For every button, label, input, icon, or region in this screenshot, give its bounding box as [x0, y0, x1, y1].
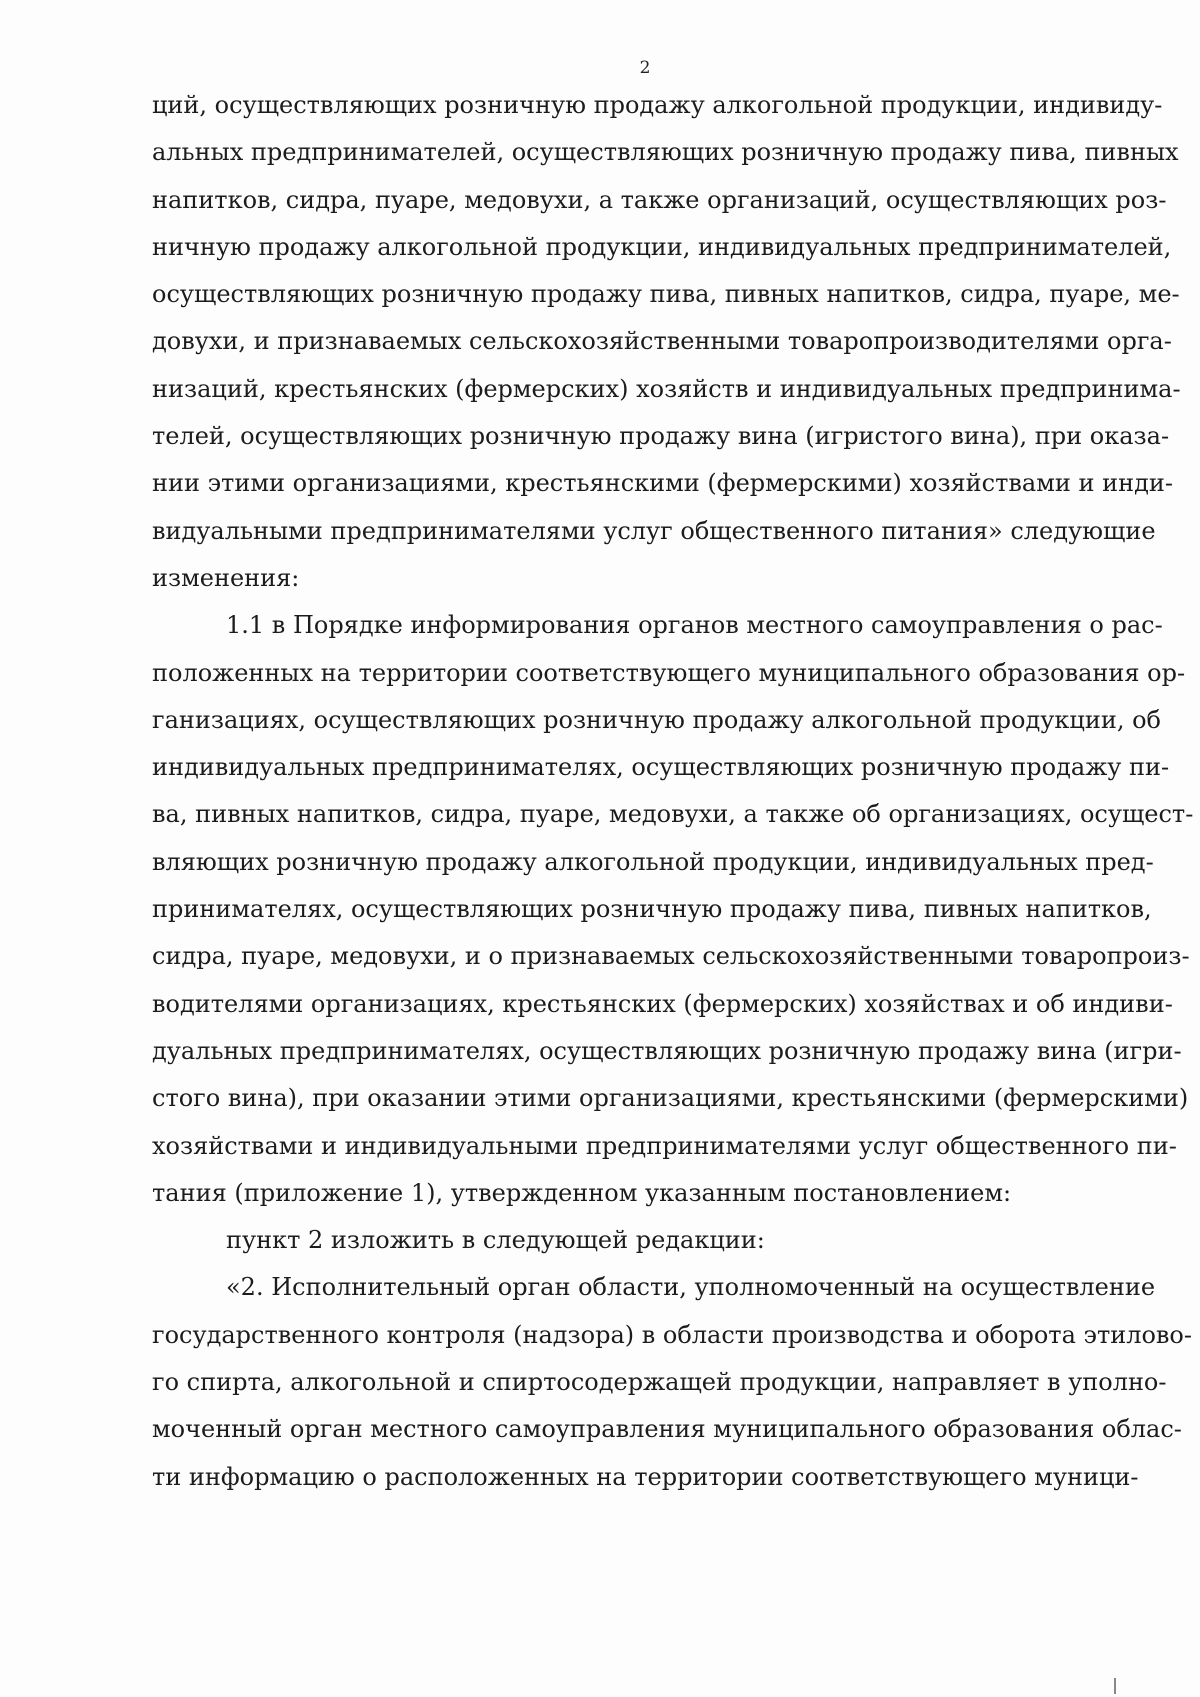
text-line: низаций, крестьянских (фермерских) хозяйств и индивидуальных предпринима-	[152, 374, 1181, 403]
text-line: ти информацию о расположенных на территории соответствующего муници-	[152, 1462, 1139, 1491]
text-line: стого вина), при оказании этими организациями, крестьянскими (фермерскими)	[152, 1084, 1189, 1113]
text-line: пункт 2 изложить в следующей редакции:	[226, 1226, 765, 1255]
document-body	[152, 82, 1194, 1501]
text-line: напитков, сидра, пуаре, медовухи, а также организаций, осуществляющих роз-	[152, 185, 1167, 214]
text-line: государственного контроля (надзора) в области производства и оборота этилово-	[152, 1320, 1192, 1349]
text-line: ганизациях, осуществляющих розничную продажу алкогольной продукции, об	[152, 705, 1161, 734]
scan-edge-mark	[1114, 1678, 1116, 1694]
text-line: моченный орган местного самоуправления муниципального образования облас-	[152, 1415, 1182, 1444]
text-line: альных предпринимателей, осуществляющих розничную продажу пива, пивных	[152, 138, 1179, 167]
text-line: «2. Исполнительный орган области, уполномоченный на осуществление	[226, 1273, 1156, 1302]
text-line: довухи, и признаваемых сельскохозяйственными товаропроизводителями орга-	[152, 327, 1172, 356]
text-line: осуществляющих розничную продажу пива, пивных напитков, сидра, пуаре, ме-	[152, 280, 1180, 309]
paragraph-point-2	[152, 1217, 1137, 1264]
text-line: дуальных предпринимателях, осуществляющих розничную продажу вина (игри-	[152, 1036, 1182, 1065]
text-line: сидра, пуаре, медовухи, и о признаваемых сельскохозяйственными товаропроиз-	[152, 942, 1190, 971]
text-line: тания (приложение 1), утвержденном указанным постановлением:	[152, 1178, 1012, 1207]
text-line: нии этими организациями, крестьянскими (фермерскими) хозяйствами и инди-	[152, 469, 1174, 498]
text-line: водителями организациях, крестьянских (фермерских) хозяйствах и об индиви-	[152, 989, 1173, 1018]
text-line: ва, пивных напитков, сидра, пуаре, медовухи, а также об организациях, осущест-	[152, 800, 1194, 829]
page-number: 2	[639, 58, 651, 78]
text-line: ничную продажу алкогольной продукции, индивидуальных предпринимателей,	[152, 232, 1172, 261]
text-line: го спирта, алкогольной и спиртосодержащей продукции, направляет в уполно-	[152, 1368, 1167, 1397]
text-line: хозяйствами и индивидуальными предпринимателями услуг общественного пи-	[152, 1131, 1177, 1160]
text-line: положенных на территории соответствующего муниципального образования ор-	[152, 658, 1186, 687]
text-line: 1.1 в Порядке информирования органов местного самоуправления о рас-	[226, 611, 1163, 640]
text-line: вляющих розничную продажу алкогольной продукции, индивидуальных пред-	[152, 847, 1154, 876]
text-line: видуальными предпринимателями услуг общественного питания» следующие	[152, 516, 1156, 545]
text-line: изменения:	[152, 563, 300, 592]
paragraph-item-1-1	[152, 602, 1194, 1217]
text-line: индивидуальных предпринимателях, осуществляющих розничную продажу пи-	[152, 753, 1170, 782]
paragraph-quote	[152, 1264, 1192, 1500]
paragraph-continuation	[152, 82, 1181, 602]
text-line: телей, осуществляющих розничную продажу вина (игристого вина), при оказа-	[152, 422, 1170, 451]
text-line: ций, осуществляющих розничную продажу алкогольной продукции, индивиду-	[152, 91, 1163, 119]
text-line: принимателях, осуществляющих розничную продажу пива, пивных напитков,	[152, 895, 1152, 924]
